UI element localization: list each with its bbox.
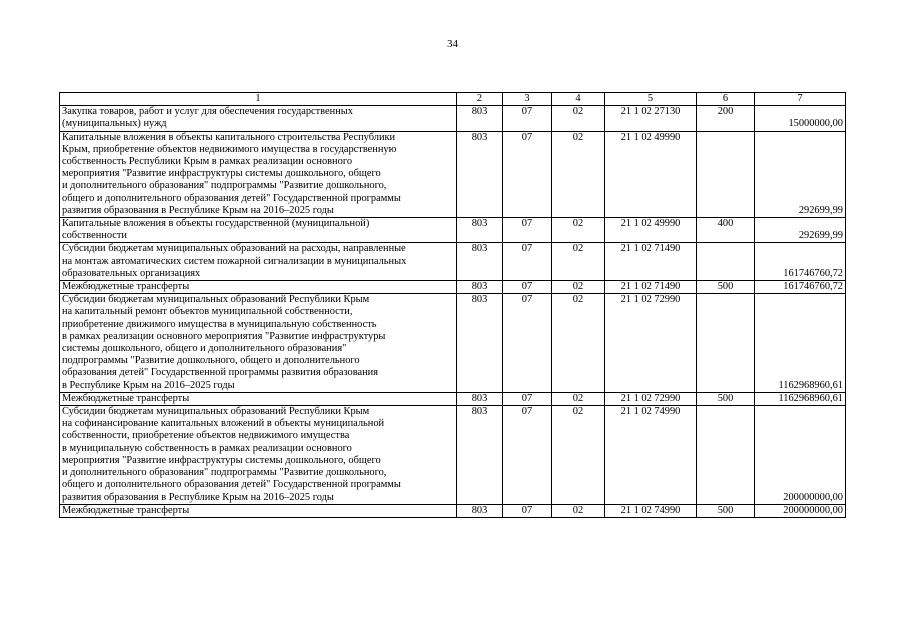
- row-target-article: 21 1 02 71490: [605, 281, 697, 294]
- table-row: [60, 294, 846, 393]
- budget-table-body: [60, 93, 846, 518]
- row-section-code: 07: [503, 406, 552, 505]
- row-expense-type: [697, 243, 755, 281]
- row-expense-type: 400: [697, 218, 755, 243]
- column-number-6: 6: [697, 93, 755, 106]
- row-subsection-code: 02: [552, 106, 605, 131]
- row-amount: 292699,99: [755, 131, 846, 217]
- row-description: Закупка товаров, работ и услуг для обеспечения государственных (муниципальных) нужд: [60, 106, 457, 131]
- row-target-article: 21 1 02 74990: [605, 504, 697, 517]
- row-ministry-code: 803: [457, 392, 503, 405]
- row-section-code: 07: [503, 106, 552, 131]
- row-target-article: 21 1 02 71490: [605, 243, 697, 281]
- table-row: [60, 406, 846, 505]
- row-subsection-code: 02: [552, 243, 605, 281]
- row-target-article: 21 1 02 72990: [605, 392, 697, 405]
- row-description: Капитальные вложения в объекты государственной (муниципальной) собственности: [60, 218, 457, 243]
- row-subsection-code: 02: [552, 504, 605, 517]
- row-description: Межбюджетные трансферты: [60, 392, 457, 405]
- row-expense-type: 500: [697, 281, 755, 294]
- table-row: [60, 504, 846, 517]
- row-description: Межбюджетные трансферты: [60, 281, 457, 294]
- row-amount: 1162968960,61: [755, 294, 846, 393]
- row-target-article: 21 1 02 27130: [605, 106, 697, 131]
- row-target-article: 21 1 02 74990: [605, 406, 697, 505]
- row-section-code: 07: [503, 504, 552, 517]
- table-row: [60, 243, 846, 281]
- table-row: [60, 281, 846, 294]
- row-ministry-code: 803: [457, 504, 503, 517]
- row-expense-type: 500: [697, 392, 755, 405]
- row-expense-type: [697, 131, 755, 217]
- column-number-3: 3: [503, 93, 552, 106]
- row-amount: 161746760,72: [755, 281, 846, 294]
- row-expense-type: [697, 294, 755, 393]
- row-ministry-code: 803: [457, 406, 503, 505]
- budget-table: [59, 92, 846, 518]
- row-expense-type: 500: [697, 504, 755, 517]
- column-number-2: 2: [457, 93, 503, 106]
- table-row: [60, 106, 846, 131]
- row-description: Капитальные вложения в объекты капитального строительства Республики Крым, приобретение объектов недвижимого имущества в государственную собственность Республики Крым в рамках реализации основного мероприятия "Развитие инфраструктуры системы дошкольного, общего и дополнительного образования" подпрограммы "Развитие дошкольного, общего и дополнительного образования детей" Государственной программы развития образования в Республике Крым на 2016–2025 годы: [60, 131, 457, 217]
- row-section-code: 07: [503, 281, 552, 294]
- table-row: [60, 131, 846, 217]
- table-row: [60, 392, 846, 405]
- row-ministry-code: 803: [457, 281, 503, 294]
- row-amount: 200000000,00: [755, 406, 846, 505]
- row-description: Субсидии бюджетам муниципальных образований на расходы, направленные на монтаж автоматических систем пожарной сигнализации в муниципальных образовательных организациях: [60, 243, 457, 281]
- row-subsection-code: 02: [552, 218, 605, 243]
- row-ministry-code: 803: [457, 294, 503, 393]
- column-number-4: 4: [552, 93, 605, 106]
- row-target-article: 21 1 02 49990: [605, 131, 697, 217]
- row-amount: 161746760,72: [755, 243, 846, 281]
- page-number: 34: [447, 38, 458, 50]
- row-subsection-code: 02: [552, 392, 605, 405]
- row-expense-type: [697, 406, 755, 505]
- row-subsection-code: 02: [552, 131, 605, 217]
- row-ministry-code: 803: [457, 106, 503, 131]
- row-section-code: 07: [503, 294, 552, 393]
- row-subsection-code: 02: [552, 281, 605, 294]
- row-description: Субсидии бюджетам муниципальных образований Республики Крым на капитальный ремонт объектов муниципальной собственности, приобретение движимого имущества в муниципальную собственность в рамках реализации основного мероприятия "Развитие инфраструктуры системы дошкольного, общего и дополнительного образования" подпрограммы "Развитие дошкольного, общего и дополнительного образования детей" Государственной программы развития образования в Республике Крым на 2016–2025 годы: [60, 294, 457, 393]
- table-row: [60, 218, 846, 243]
- row-amount: 15000000,00: [755, 106, 846, 131]
- row-ministry-code: 803: [457, 131, 503, 217]
- row-target-article: 21 1 02 49990: [605, 218, 697, 243]
- row-subsection-code: 02: [552, 406, 605, 505]
- row-ministry-code: 803: [457, 218, 503, 243]
- row-amount: 200000000,00: [755, 504, 846, 517]
- row-section-code: 07: [503, 243, 552, 281]
- column-number-1: 1: [60, 93, 457, 106]
- column-number-row: [60, 93, 846, 106]
- row-amount: 1162968960,61: [755, 392, 846, 405]
- row-amount: 292699,99: [755, 218, 846, 243]
- row-section-code: 07: [503, 131, 552, 217]
- row-section-code: 07: [503, 218, 552, 243]
- row-description: Субсидии бюджетам муниципальных образований Республики Крым на софинансирование капитальных вложений в объекты муниципальной собственности, приобретение объектов недвижимого имущества в муниципальную собственность в рамках реализации основного мероприятия "Развитие инфраструктуры системы дошкольного, общего и дополнительного образования" подпрограммы "Развитие дошкольного, общего и дополнительного образования детей" Государственной программы развития образования в Республике Крым на 2016–2025 годы: [60, 406, 457, 505]
- column-number-7: 7: [755, 93, 846, 106]
- row-ministry-code: 803: [457, 243, 503, 281]
- row-expense-type: 200: [697, 106, 755, 131]
- row-description: Межбюджетные трансферты: [60, 504, 457, 517]
- row-section-code: 07: [503, 392, 552, 405]
- column-number-5: 5: [605, 93, 697, 106]
- row-target-article: 21 1 02 72990: [605, 294, 697, 393]
- row-subsection-code: 02: [552, 294, 605, 393]
